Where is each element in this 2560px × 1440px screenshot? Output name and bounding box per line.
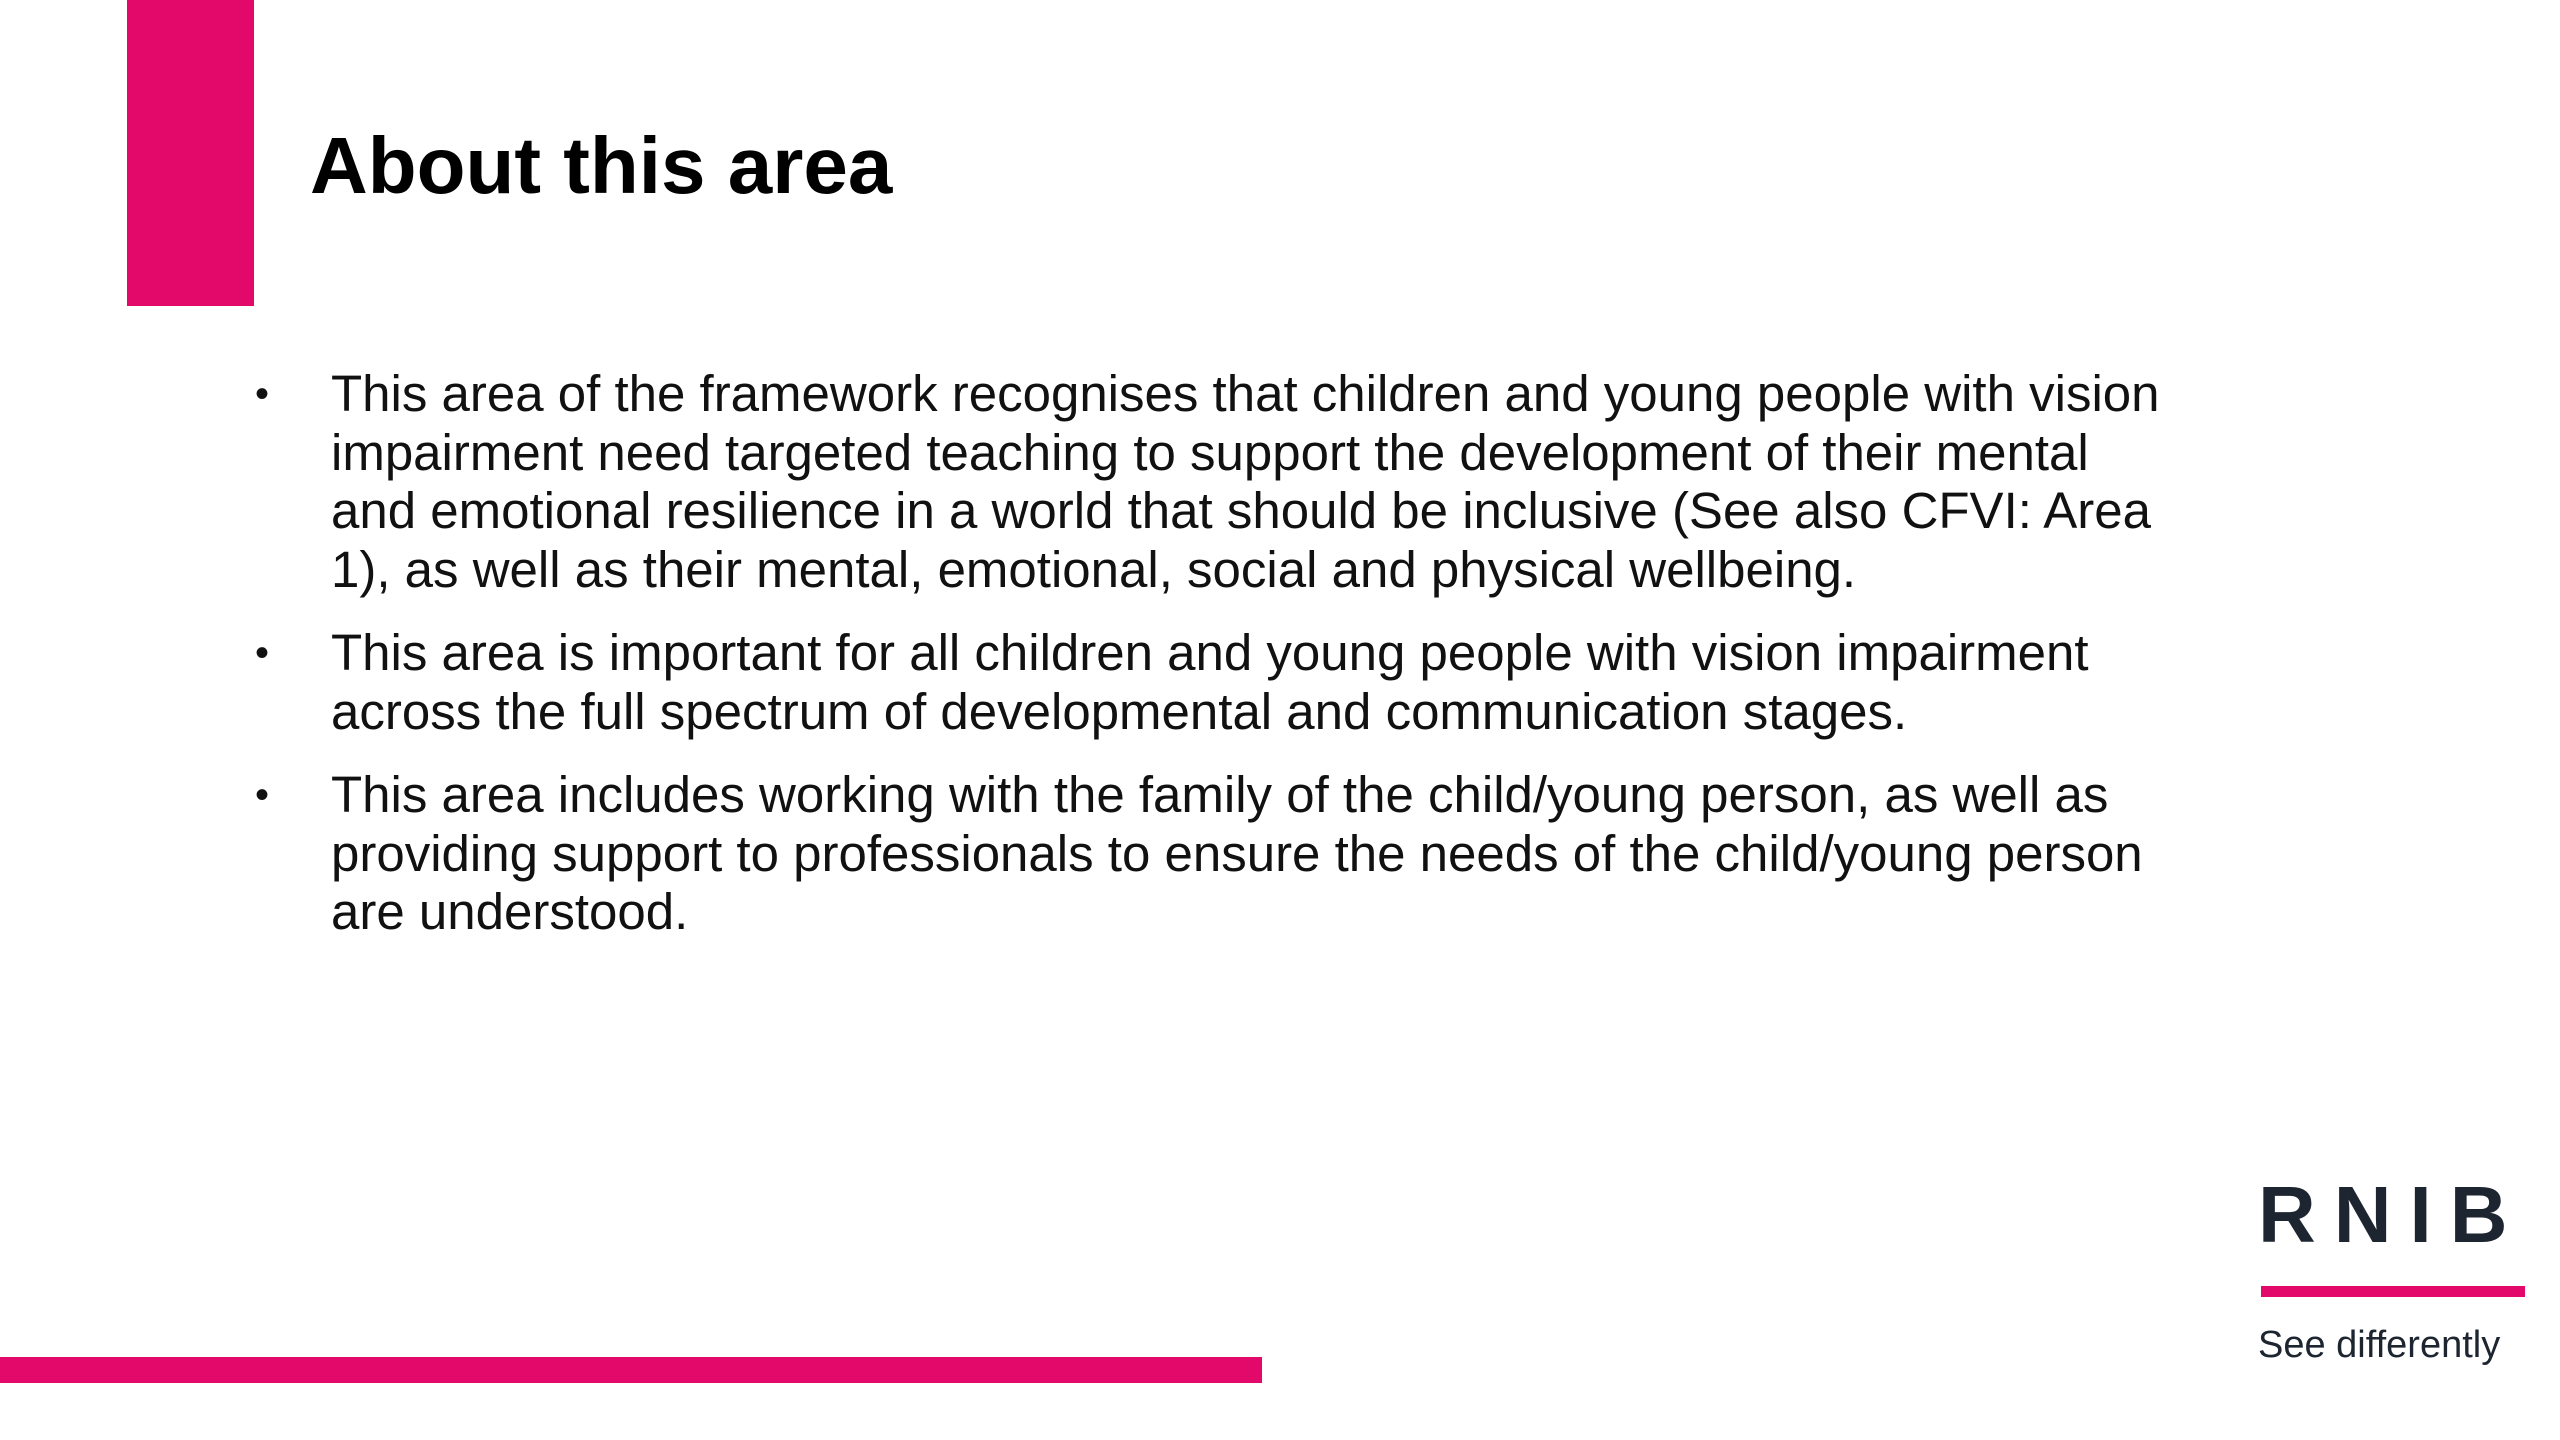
bullet-item-1 [255, 365, 2175, 599]
bullet-list [255, 365, 2175, 967]
title-accent-block [127, 0, 254, 306]
logo-tagline: See differently [2258, 1324, 2501, 1366]
logo-divider [2261, 1286, 2525, 1297]
bullet-text-1: This area of the framework recognises that children and young people with vision impairment need targeted teaching to support the development of their mental and emotional resilience in a world that should be inclusive (See also CFVI: Area 1), as well as their mental, emotional, social and physical wellbeing. [331, 365, 2160, 598]
bullet-item-3 [255, 766, 2175, 942]
rnib-logo [2258, 1170, 2528, 1385]
bottom-accent-bar [0, 1357, 1262, 1383]
bullet-text-3: This area includes working with the family of the child/young person, as well as providing support to professionals to ensure the needs of the child/young person are understood. [331, 766, 2143, 940]
bullet-item-2 [255, 624, 2175, 741]
bullet-icon: • [255, 773, 270, 817]
slide-title: About this area [310, 121, 893, 210]
bullet-text-2: This area is important for all children and young people with vision impairment across the full spectrum of developmental and communication stages. [331, 624, 2089, 740]
logo-wordmark: RNIB [2258, 1170, 2526, 1259]
bullet-icon: • [255, 631, 270, 675]
bullet-icon: • [255, 372, 270, 416]
